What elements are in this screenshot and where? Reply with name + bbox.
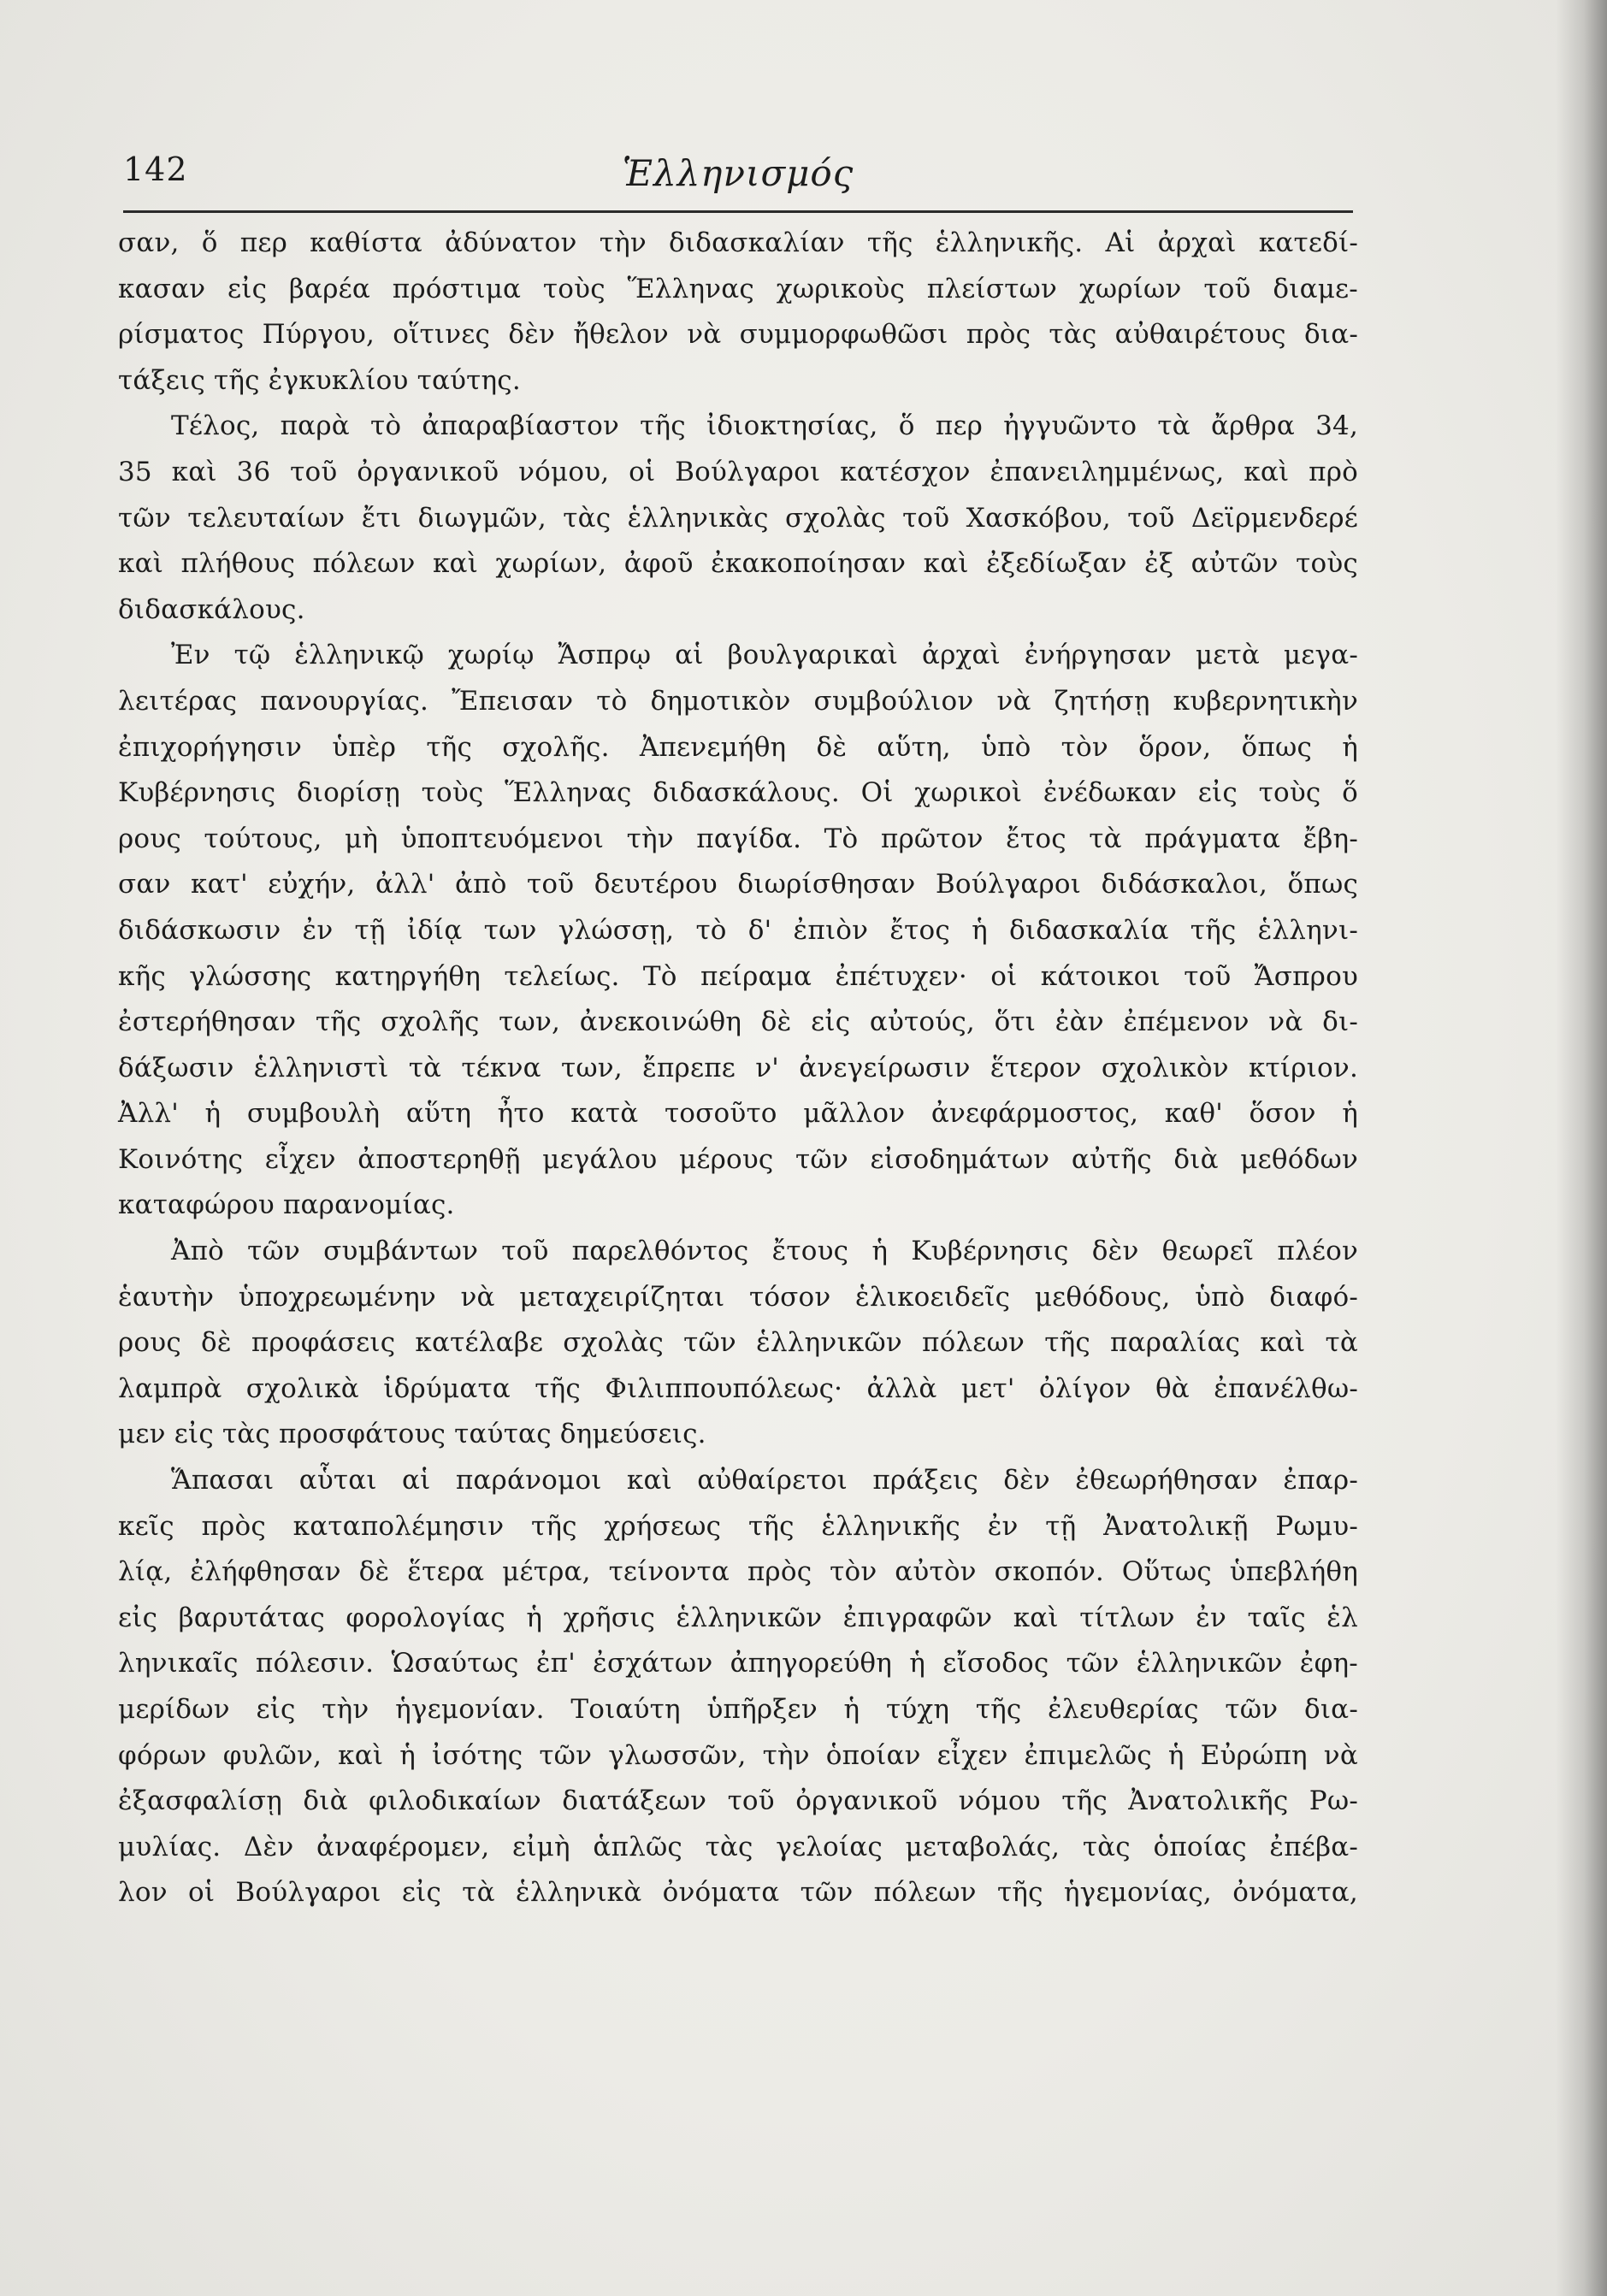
text-line: λον οἱ Βούλγαροι εἰς τὰ ἑλληνικὰ ὀνόματα τῶν πόλεων τῆς ἡγεμονίας, ὀνόματα, [118,1877,1358,1909]
text-line: λειτέρας πανουργίας. Ἔπεισαν τὸ δημοτικὸν συμβούλιον νὰ ζητήσῃ κυβερνητικὴν [118,685,1358,717]
page-header [123,144,1353,204]
text-line: Ἀλλ' ἡ συμβουλὴ αὕτη ἦτο κατὰ τοσοῦτο μᾶλλον ἀνεφάρμοστος, καθ' ὅσον ἡ [118,1098,1358,1130]
text-line: φόρων φυλῶν, καὶ ἡ ἰσότης τῶν γλωσσῶν, τὴν ὁποίαν εἶχεν ἐπιμελῶς ἡ Εὐρώπη νὰ [118,1739,1358,1771]
running-title: Ἑλληνισμός [622,152,854,194]
text-line: Κυβέρνησις διορίσῃ τοὺς Ἕλληνας διδασκάλους. Οἱ χωρικοὶ ἐνέδωκαν εἰς τοὺς ὅ [118,777,1358,809]
page-number: 142 [123,151,188,188]
text-line: Τέλος, παρὰ τὸ ἀπαραβίαστον τῆς ἰδιοκτησίας, ὅ περ ἠγγυῶντο τὰ ἄρθρα 34, [171,410,1358,442]
text-line: σαν, ὅ περ καθίστα ἀδύνατον τὴν διδασκαλίαν τῆς ἑλληνικῆς. Αἱ ἀρχαὶ κατεδί- [118,227,1358,258]
text-line: ρους τούτους, μὴ ὑποπτευόμενοι τὴν παγίδα. Τὸ πρῶτον ἔτος τὰ πράγματα ἔβη- [118,823,1358,854]
text-line: λαμπρὰ σχολικὰ ἱδρύματα τῆς Φιλιππουπόλεως· ἀλλὰ μετ' ὀλίγον θὰ ἐπανέλθω- [118,1372,1358,1404]
text-line: Κοινότης εἶχεν ἀποστερηθῇ μεγάλου μέρους τῶν εἰσοδημάτων αὐτῆς διὰ μεθόδων [118,1143,1358,1175]
text-line: εἰς βαρυτάτας φορολογίας ἡ χρῆσις ἑλληνικῶν ἐπιγραφῶν καὶ τίτλων ἐν ταῖς ἑλ [118,1602,1358,1633]
text-line: καὶ πλήθους πόλεων καὶ χωρίων, ἀφοῦ ἐκακοποίησαν καὶ ἐξεδίωξαν ἐξ αὐτῶν τοὺς [118,548,1358,580]
body-text [118,221,1358,1916]
text-line: μερίδων εἰς τὴν ἡγεμονίαν. Τοιαύτη ὑπῆρξεν ἡ τύχη τῆς ἐλευθερίας τῶν δια- [118,1694,1358,1725]
text-line: ρους δὲ προφάσεις κατέλαβε σχολὰς τῶν ἑλληνικῶν πόλεων τῆς παραλίας καὶ τὰ [118,1327,1358,1359]
text-line: κεῖς πρὸς καταπολέμησιν τῆς χρήσεως τῆς ἑλληνικῆς ἐν τῇ Ἀνατολικῇ Ρωμυ- [118,1510,1358,1542]
text-line: τάξεις τῆς ἐγκυκλίου ταύτης. [118,364,521,396]
text-line: ρίσματος Πύργου, οἵτινες δὲν ἤθελον νὰ συμμορφωθῶσι πρὸς τὰς αὐθαιρέτους δια- [118,319,1358,351]
text-line: ληνικαῖς πόλεσιν. Ὡσαύτως ἐπ' ἐσχάτων ἀπηγορεύθη ἡ εἴσοδος τῶν ἑλληνικῶν ἐφη- [118,1648,1358,1679]
text-line: ἐστερήθησαν τῆς σχολῆς των, ἀνεκοινώθη δὲ εἰς αὐτούς, ὅτι ἐὰν ἐπέμενον νὰ δι- [118,1006,1358,1038]
text-line: δάξωσιν ἑλληνιστὶ τὰ τέκνα των, ἔπρεπε ν' ἀνεγείρωσιν ἕτερον σχολικὸν κτίριον. [118,1052,1358,1083]
text-line: Ἐν τῷ ἑλληνικῷ χωρίῳ Ἄσπρῳ αἱ βουλγαρικαὶ ἀρχαὶ ἐνήργησαν μετὰ μεγα- [171,640,1358,671]
header-rule [123,210,1353,213]
text-line: ἐπιχορήγησιν ὑπὲρ τῆς σχολῆς. Ἀπενεμήθη δὲ αὕτη, ὑπὸ τὸν ὅρον, ὅπως ἡ [118,731,1358,763]
text-line: μυλίας. Δὲν ἀναφέρομεν, εἰμὴ ἁπλῶς τὰς γελοίας μεταβολάς, τὰς ὁποίας ἐπέβα- [118,1831,1358,1862]
text-line: Ἀπὸ τῶν συμβάντων τοῦ παρελθόντος ἔτους ἡ Κυβέρνησις δὲν θεωρεῖ πλέον [171,1236,1358,1267]
text-line: τῶν τελευταίων ἔτι διωγμῶν, τὰς ἑλληνικὰς σχολὰς τοῦ Χασκόβου, τοῦ Δεϊρμενδερέ [118,502,1358,534]
text-line: μεν εἰς τὰς προσφάτους ταύτας δημεύσεις. [118,1419,706,1450]
text-line: ἐξασφαλίσῃ διὰ φιλοδικαίων διατάξεων τοῦ ὀργανικοῦ νόμου τῆς Ἀνατολικῆς Ρω- [118,1785,1358,1817]
text-line: ἑαυτὴν ὑποχρεωμένην νὰ μεταχειρίζηται τόσον ἑλικοειδεῖς μεθόδους, ὑπὸ διαφό- [118,1281,1358,1313]
text-line: καταφώρου παρανομίας. [118,1189,455,1221]
text-line: λίᾳ, ἐλήφθησαν δὲ ἕτερα μέτρα, τείνοντα πρὸς τὸν αὐτὸν σκοπόν. Οὕτως ὑπεβλήθη [118,1556,1358,1588]
text-line: διδασκάλους. [118,593,305,625]
text-line: κασαν εἰς βαρέα πρόστιμα τοὺς Ἕλληνας χωρικοὺς πλείστων χωρίων τοῦ διαμε- [118,273,1358,304]
text-line: διδάσκωσιν ἐν τῇ ἰδίᾳ των γλώσσῃ, τὸ δ' ἐπιὸν ἔτος ἡ διδασκαλία τῆς ἑλληνι- [118,914,1358,946]
binding-shadow [1556,0,1607,2296]
text-line: κῆς γλώσσης κατηργήθη τελείως. Τὸ πείραμα ἐπέτυχεν· οἱ κάτοικοι τοῦ Ἄσπρου [118,960,1358,992]
text-line: Ἅπασαι αὗται αἱ παράνομοι καὶ αὐθαίρετοι πράξεις δὲν ἐθεωρήθησαν ἐπαρ- [171,1465,1358,1496]
text-line: 35 καὶ 36 τοῦ ὀργανικοῦ νόμου, οἱ Βούλγαροι κατέσχον ἐπανειλημμένως, καὶ πρὸ [118,456,1358,487]
text-line: σαν κατ' εὐχήν, ἀλλ' ἀπὸ τοῦ δευτέρου διωρίσθησαν Βούλγαροι διδάσκαλοι, ὅπως [118,869,1358,900]
